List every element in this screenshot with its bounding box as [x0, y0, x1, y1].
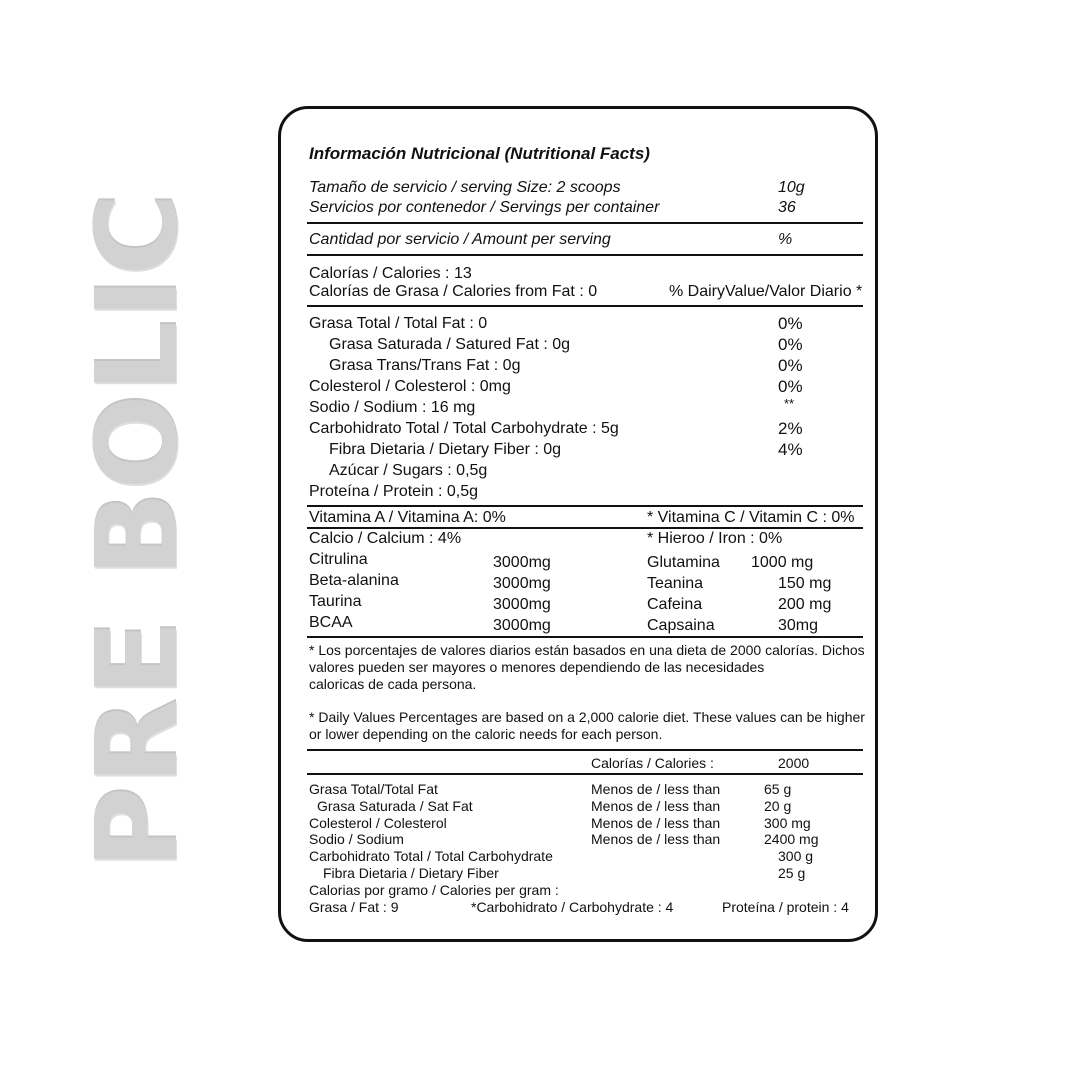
panel-title: Información Nutricional (Nutritional Facts): [309, 144, 650, 163]
ingredient-name: Teanina: [647, 575, 704, 592]
footnote-en-line: or lower depending on the caloric needs for each person.: [309, 726, 663, 742]
servings-per-container-value: 36: [778, 199, 796, 216]
iron: * Hieroo / Iron : 0%: [647, 530, 783, 547]
reference-row-label: Fibra Dietaria / Dietary Fiber: [323, 865, 499, 881]
reference-calories-value: 2000: [778, 755, 810, 771]
reference-row-label: Sodio / Sodium: [309, 831, 404, 847]
reference-row-label: Grasa Saturada / Sat Fat: [317, 798, 473, 814]
brand-watermark: PRE BOLIC: [73, 191, 203, 869]
nutrient-value: **: [784, 396, 795, 411]
reference-row-value: 300 g: [778, 848, 814, 864]
vitamin-a: Vitamina A / Vitamina A: 0%: [309, 509, 506, 526]
divider: [307, 254, 863, 256]
ingredient-name: BCAA: [309, 614, 353, 631]
ingredient-name: Citrulina: [309, 551, 368, 568]
reference-row-label: Carbohidrato Total / Total Carbohydrate: [309, 848, 553, 864]
nutrition-facts-panel: [278, 106, 878, 942]
fat-per-gram: Grasa / Fat : 9: [309, 899, 399, 915]
footnote-en-line: * Daily Values Percentages are based on a 2,000 calorie diet. These values can be higher: [309, 709, 865, 725]
fat-calories-label: Calorías de Grasa / Calories from Fat : 0: [309, 283, 598, 300]
divider: [307, 773, 863, 775]
footnote-es-line: caloricas de cada persona.: [309, 676, 477, 692]
calcium: Calcio / Calcium : 4%: [309, 530, 462, 547]
nutrient-value: 0%: [778, 356, 803, 375]
nutrient-label: Proteína / Protein : 0,5g: [309, 483, 478, 500]
footnote-es-line: * Los porcentajes de valores diarios están basados en una dieta de 2000 calorías. Dichos: [309, 642, 865, 658]
nutrient-label: Carbohidrato Total / Total Carbohydrate : 5g: [309, 420, 619, 437]
ingredient-name: Cafeina: [647, 596, 703, 613]
reference-row-cond: Menos de / less than: [591, 815, 721, 831]
reference-row-value: 20 g: [764, 798, 792, 814]
divider: [307, 636, 863, 638]
amount-percent-header: %: [778, 231, 793, 248]
reference-calories-label: Calorías / Calories :: [591, 755, 714, 771]
nutrient-label: Colesterol / Colesterol : 0mg: [309, 378, 511, 395]
reference-row-value: 2400 mg: [764, 831, 819, 847]
ingredient-name: Capsaina: [647, 617, 715, 634]
protein-per-gram: Proteína / protein : 4: [722, 899, 849, 915]
ingredient-amount: 150 mg: [778, 575, 832, 592]
ingredient-amount: 3000mg: [493, 575, 551, 592]
vitamin-c: * Vitamina C / Vitamin C : 0%: [647, 509, 855, 526]
ingredient-amount: 1000 mg: [751, 554, 814, 571]
reference-row-label: Grasa Total/Total Fat: [309, 781, 438, 797]
nutrient-value: 0%: [778, 314, 803, 333]
daily-value-header: % DairyValue/Valor Diario *: [669, 283, 863, 300]
serving-size-label: Tamaño de servicio / serving Size: 2 scoops: [309, 179, 621, 196]
ingredient-name: Taurina: [309, 593, 362, 610]
ingredient-amount: 3000mg: [493, 554, 551, 571]
reference-row-value: 25 g: [778, 865, 806, 881]
reference-row-value: 65 g: [764, 781, 792, 797]
reference-row-cond: Menos de / less than: [591, 798, 721, 814]
reference-row-value: 300 mg: [764, 815, 811, 831]
reference-row-cond: Menos de / less than: [591, 781, 721, 797]
nutrient-label: Grasa Trans/Trans Fat : 0g: [329, 357, 521, 374]
nutrient-label: Grasa Saturada / Satured Fat : 0g: [329, 336, 571, 353]
per-gram-label: Calorias por gramo / Calories per gram :: [309, 882, 559, 898]
nutrient-label: Azúcar / Sugars : 0,5g: [329, 462, 488, 479]
divider: [307, 222, 863, 224]
divider: [307, 305, 863, 307]
divider: [307, 527, 863, 529]
nutrient-value: 4%: [778, 440, 803, 459]
ingredient-name: Glutamina: [647, 554, 720, 571]
reference-row-label: Colesterol / Colesterol: [309, 815, 447, 831]
ingredient-amount: 3000mg: [493, 596, 551, 613]
reference-row-cond: Menos de / less than: [591, 831, 721, 847]
carb-per-gram: *Carbohidrato / Carbohydrate : 4: [471, 899, 674, 915]
nutrient-value: 2%: [778, 419, 803, 438]
nutrient-label: Fibra Dietaria / Dietary Fiber : 0g: [329, 441, 562, 458]
nutrient-value: 0%: [778, 377, 803, 396]
ingredient-amount: 200 mg: [778, 596, 832, 613]
divider: [307, 505, 863, 507]
nutrient-label: Sodio / Sodium : 16 mg: [309, 399, 476, 416]
ingredient-name: Beta-alanina: [309, 572, 399, 589]
nutrient-value: 0%: [778, 335, 803, 354]
divider: [307, 749, 863, 751]
calories-label: Calorías / Calories : 13: [309, 265, 472, 282]
serving-size-value: 10g: [778, 179, 805, 196]
ingredient-amount: 3000mg: [493, 617, 551, 634]
servings-per-container-label: Servicios por contenedor / Servings per container: [309, 199, 660, 216]
nutrient-label: Grasa Total / Total Fat : 0: [309, 315, 488, 332]
ingredient-amount: 30mg: [778, 617, 819, 634]
amount-per-serving-label: Cantidad por servicio / Amount per serving: [309, 231, 611, 248]
footnote-es-line: valores pueden ser mayores o menores dependiendo de las necesidades: [309, 659, 765, 675]
